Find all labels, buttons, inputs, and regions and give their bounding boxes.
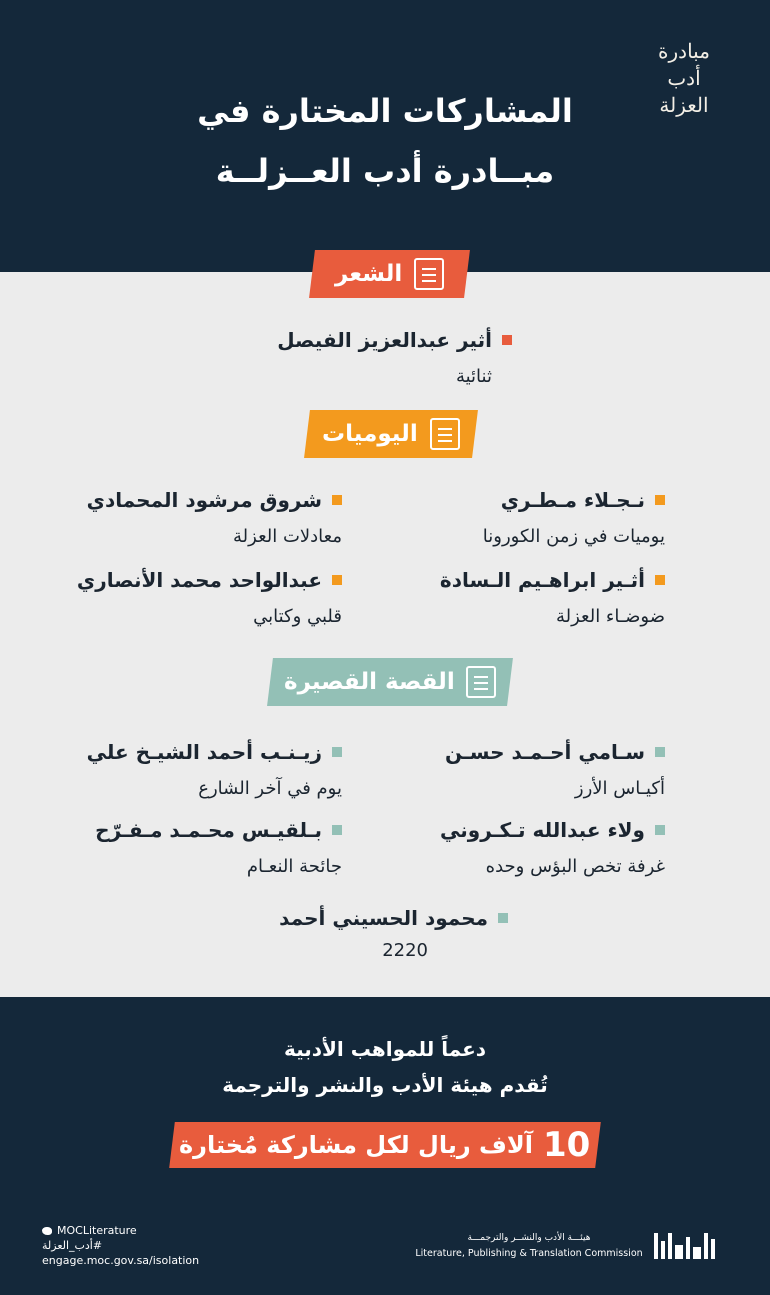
document-icon <box>466 666 496 698</box>
entry-story-2 <box>87 740 342 799</box>
prize-amount: 10 <box>543 1125 591 1165</box>
bullet-square <box>655 575 665 585</box>
section-badge-diaries <box>304 410 478 458</box>
social-links <box>42 1223 199 1268</box>
participant-name: ولاء عبدالله تـكـروني <box>440 818 645 842</box>
participant-name: أثير عبدالعزيز الفيصل <box>277 328 492 352</box>
page-title-line1: المشاركات المختارة في <box>197 92 573 130</box>
header-banner <box>0 0 770 272</box>
logo-line: أدب <box>667 66 701 90</box>
section-badge-short-story <box>267 658 513 706</box>
bullet-square <box>502 335 512 345</box>
prize-text: آلاف ريال لكل مشاركة مُختارة <box>179 1131 534 1159</box>
page-title-line2: مبــادرة أدب العــزلــة <box>215 152 555 190</box>
participant-name: نـجـلاء مـطـري <box>500 488 645 512</box>
commission-name-en: Literature, Publishing & Translation Commission <box>415 1248 643 1259</box>
notebook-icon <box>430 418 460 450</box>
twitter-handle[interactable]: MOCLiterature <box>57 1224 137 1237</box>
logo-line: مبادرة <box>658 39 710 63</box>
work-title: معادلات العزلة <box>233 526 342 547</box>
section-label-poetry: الشعر <box>334 261 403 287</box>
bullet-square <box>498 913 508 923</box>
bullet-square <box>332 495 342 505</box>
support-line1: دعماً للمواهب الأدبية <box>283 1037 487 1061</box>
work-title: يوم في آخر الشارع <box>198 778 342 799</box>
work-title: 2220 <box>382 940 428 961</box>
participant-name: محمود الحسيني أحمد <box>279 906 488 930</box>
scroll-quill-icon <box>414 258 444 290</box>
initiative-logo <box>638 38 730 119</box>
section-label-short-story: القصة القصيرة <box>283 669 455 695</box>
entry-diaries-3 <box>440 568 665 627</box>
entry-story-5 <box>279 906 508 961</box>
hashtag[interactable]: #أدب_العزلة <box>42 1239 103 1252</box>
commission-name <box>410 1233 648 1259</box>
work-title: أكيـاس الأرز <box>574 778 665 799</box>
entry-story-4 <box>95 818 342 877</box>
bullet-square <box>332 747 342 757</box>
prize-banner <box>169 1122 601 1168</box>
twitter-icon <box>42 1227 52 1235</box>
commission-name-ar: هيئـــة الأدب والنشــر والترجمـــة <box>467 1233 591 1243</box>
work-title: غرفة تخص البؤس وحده <box>485 856 665 877</box>
entry-diaries-2 <box>87 488 342 547</box>
entry-story-1 <box>445 740 665 799</box>
support-line2: تُقدم هيئة الأدب والنشر والترجمة <box>222 1073 548 1097</box>
bullet-square <box>655 495 665 505</box>
entry-poetry-1 <box>277 328 512 387</box>
logo-line: العزلة <box>659 93 709 117</box>
commission-logo-icon <box>654 1229 728 1259</box>
website-link[interactable]: engage.moc.gov.sa/isolation <box>42 1254 200 1267</box>
work-title: ضوضـاء العزلة <box>555 606 665 627</box>
participant-name: أثـير ابراهـيم الـسادة <box>439 568 645 592</box>
bullet-square <box>332 825 342 835</box>
entry-diaries-4 <box>77 568 342 627</box>
participant-name: شروق مرشود المحمادي <box>86 488 322 512</box>
work-title: يوميات في زمن الكورونا <box>482 526 665 547</box>
participant-name: بـلقيـس محـمـد مـفـرّح <box>95 818 322 842</box>
entry-story-3 <box>440 818 665 877</box>
bullet-square <box>332 575 342 585</box>
work-title: جائحة النعـام <box>246 856 342 877</box>
bullet-square <box>655 825 665 835</box>
footer-banner <box>0 997 770 1295</box>
participant-name: سـامي أحـمـد حسـن <box>444 740 645 764</box>
participant-name: عبدالواحد محمد الأنصاري <box>76 568 322 592</box>
section-label-diaries: اليوميات <box>322 421 418 447</box>
bullet-square <box>655 747 665 757</box>
entry-diaries-1 <box>483 488 665 547</box>
work-title: ثنائية <box>455 366 492 387</box>
work-title: قلبي وكتابي <box>253 606 342 627</box>
section-badge-poetry <box>309 250 470 298</box>
participant-name: زيـنـب أحمد الشيـخ علي <box>86 740 322 764</box>
